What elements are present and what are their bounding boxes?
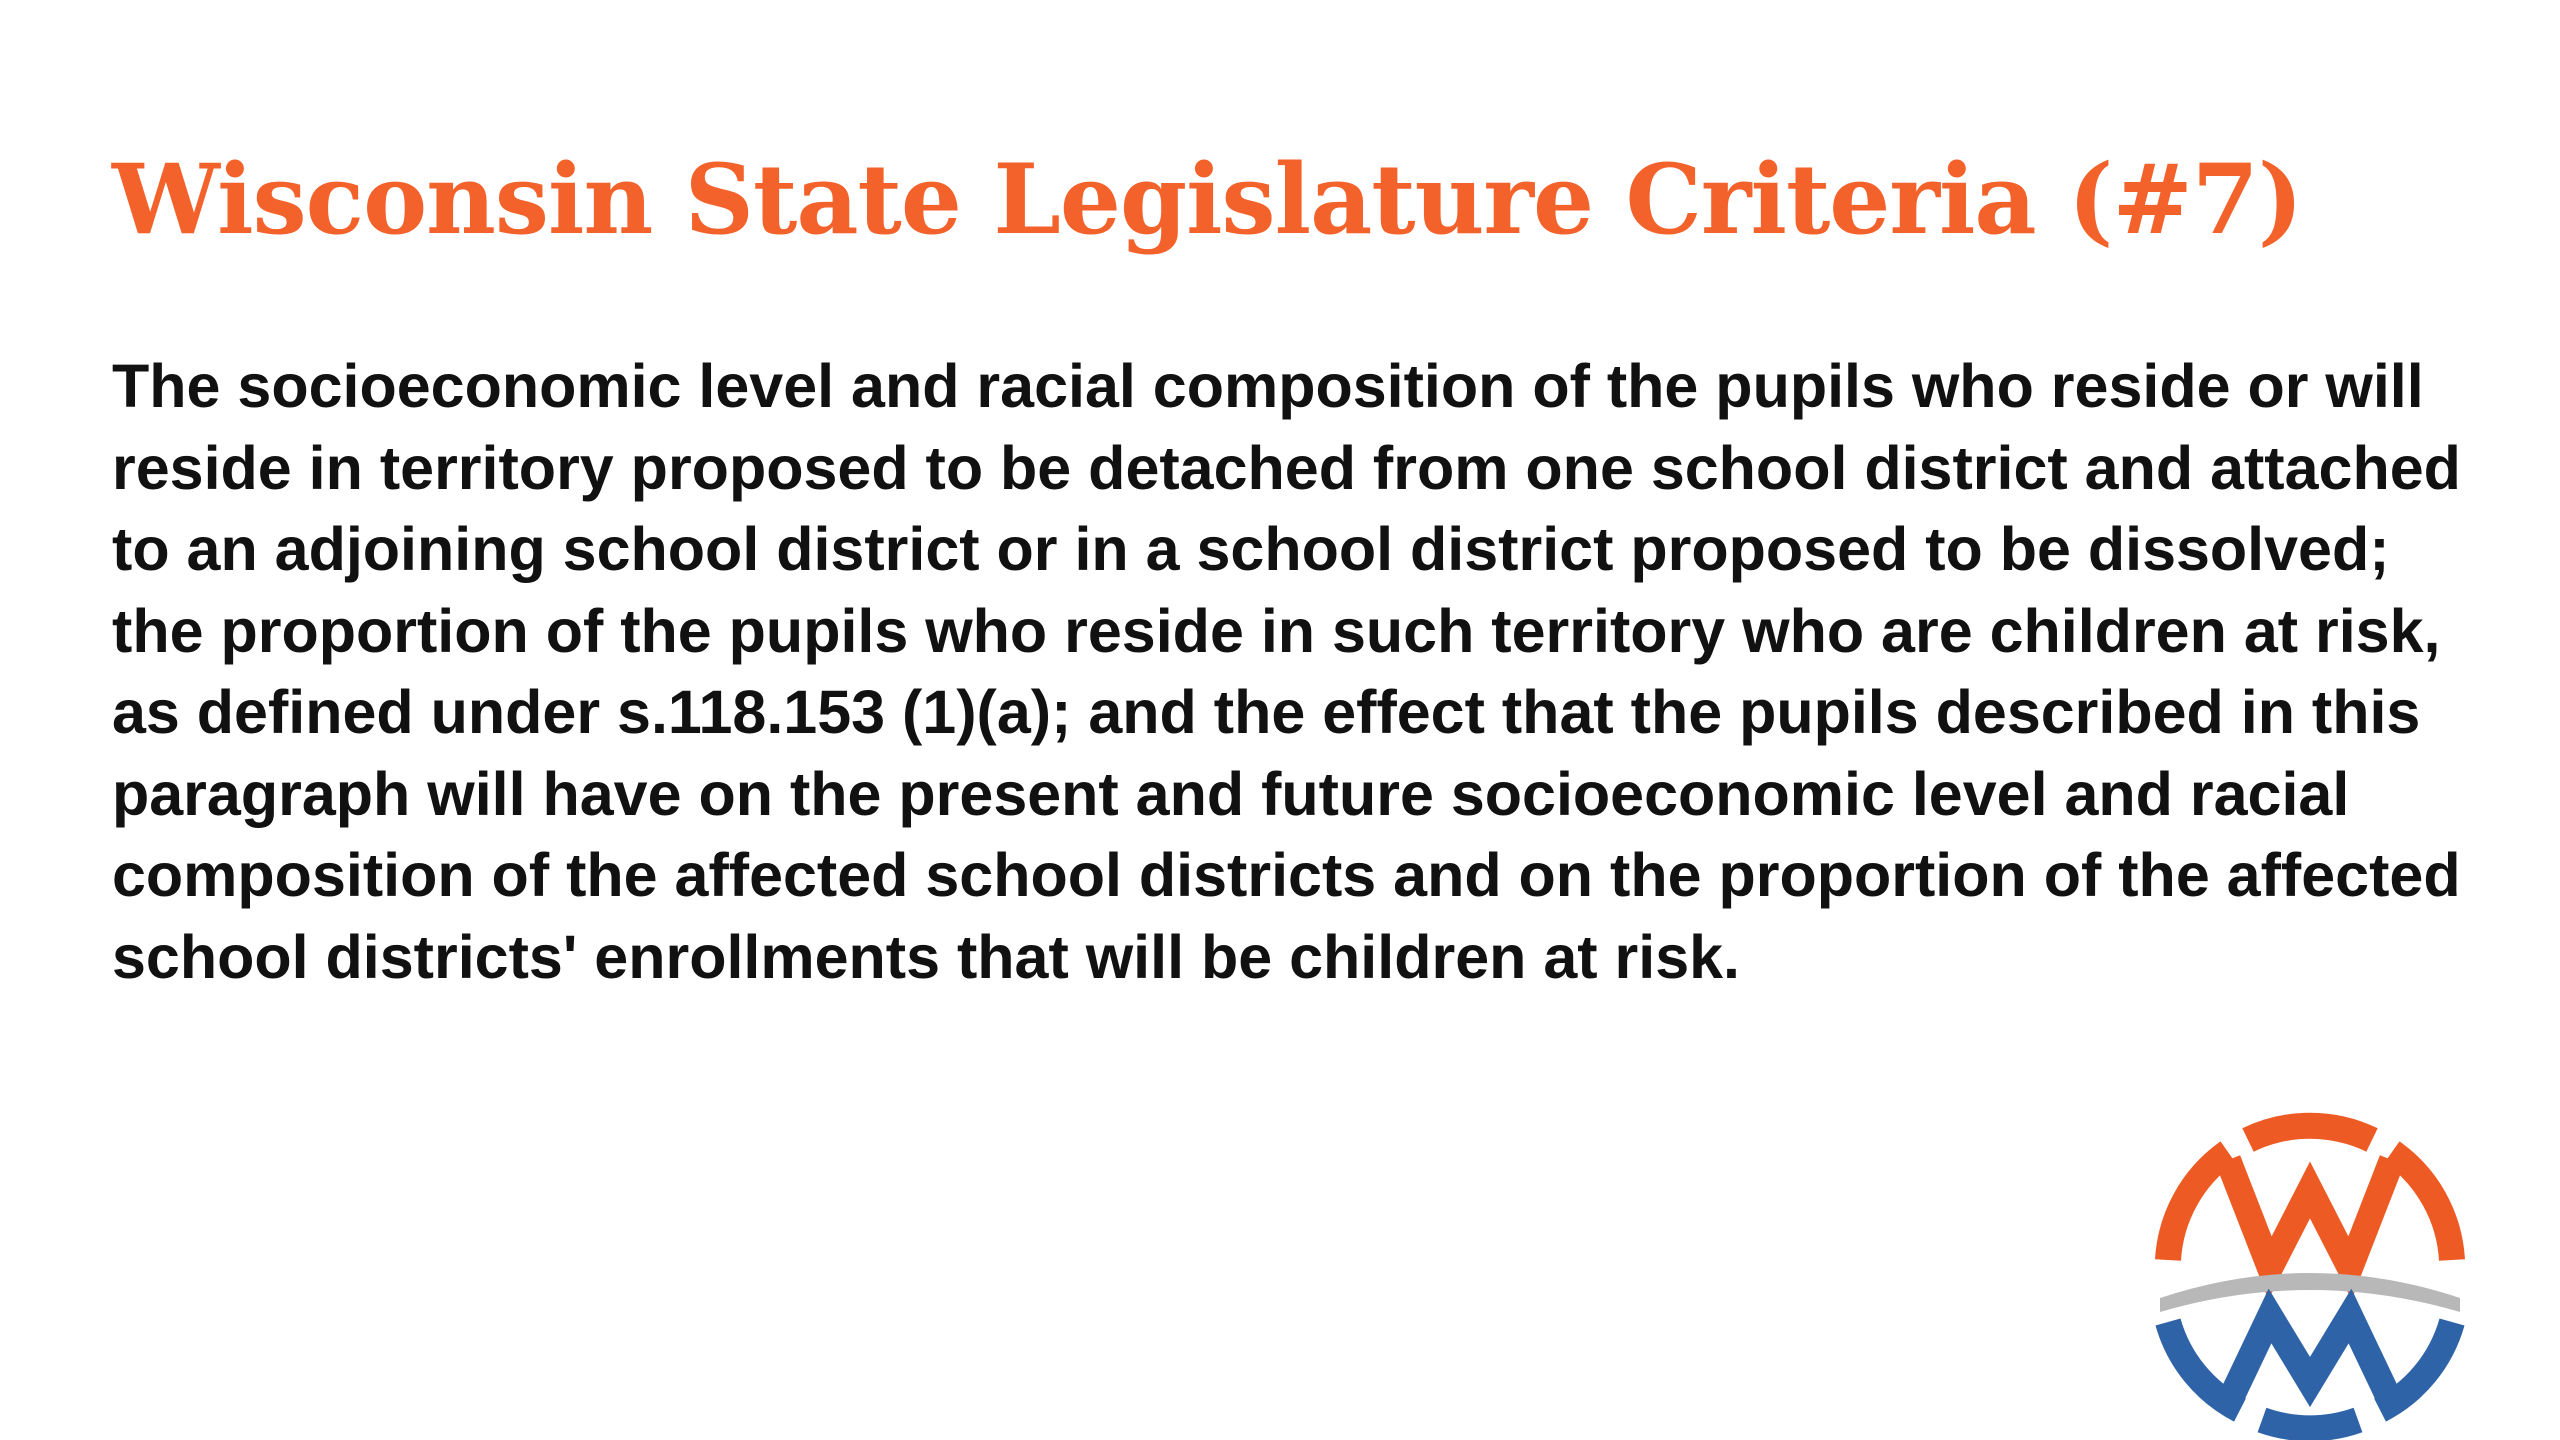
logo-top-arc-middle bbox=[2248, 1126, 2372, 1140]
logo-gray-swoosh bbox=[2160, 1273, 2460, 1312]
wm-logo-icon bbox=[2140, 1100, 2480, 1440]
criteria-text: The socioeconomic level and racial composition of the pupils who reside or will reside in territory proposed to be detached from one school district and attached to an adjoining school district or in a school district proposed to be dissolved; the proportion of the pupils who reside in such territory who are children at risk, as defined under s.118.153 (1)(a); and the effect that the pupils described in this paragraph will have on the present and future socioeconomic level and racial composition of the affected school districts and on the proportion of the affected school districts' enrollments that will be children at risk. bbox=[112, 352, 2461, 991]
logo-w-shape bbox=[2228, 1160, 2392, 1268]
logo-m-shape bbox=[2230, 1316, 2390, 1400]
logo-bottom-arc-middle bbox=[2262, 1420, 2358, 1428]
slide-title: Wisconsin State Legislature Criteria (#7) bbox=[112, 143, 2303, 256]
